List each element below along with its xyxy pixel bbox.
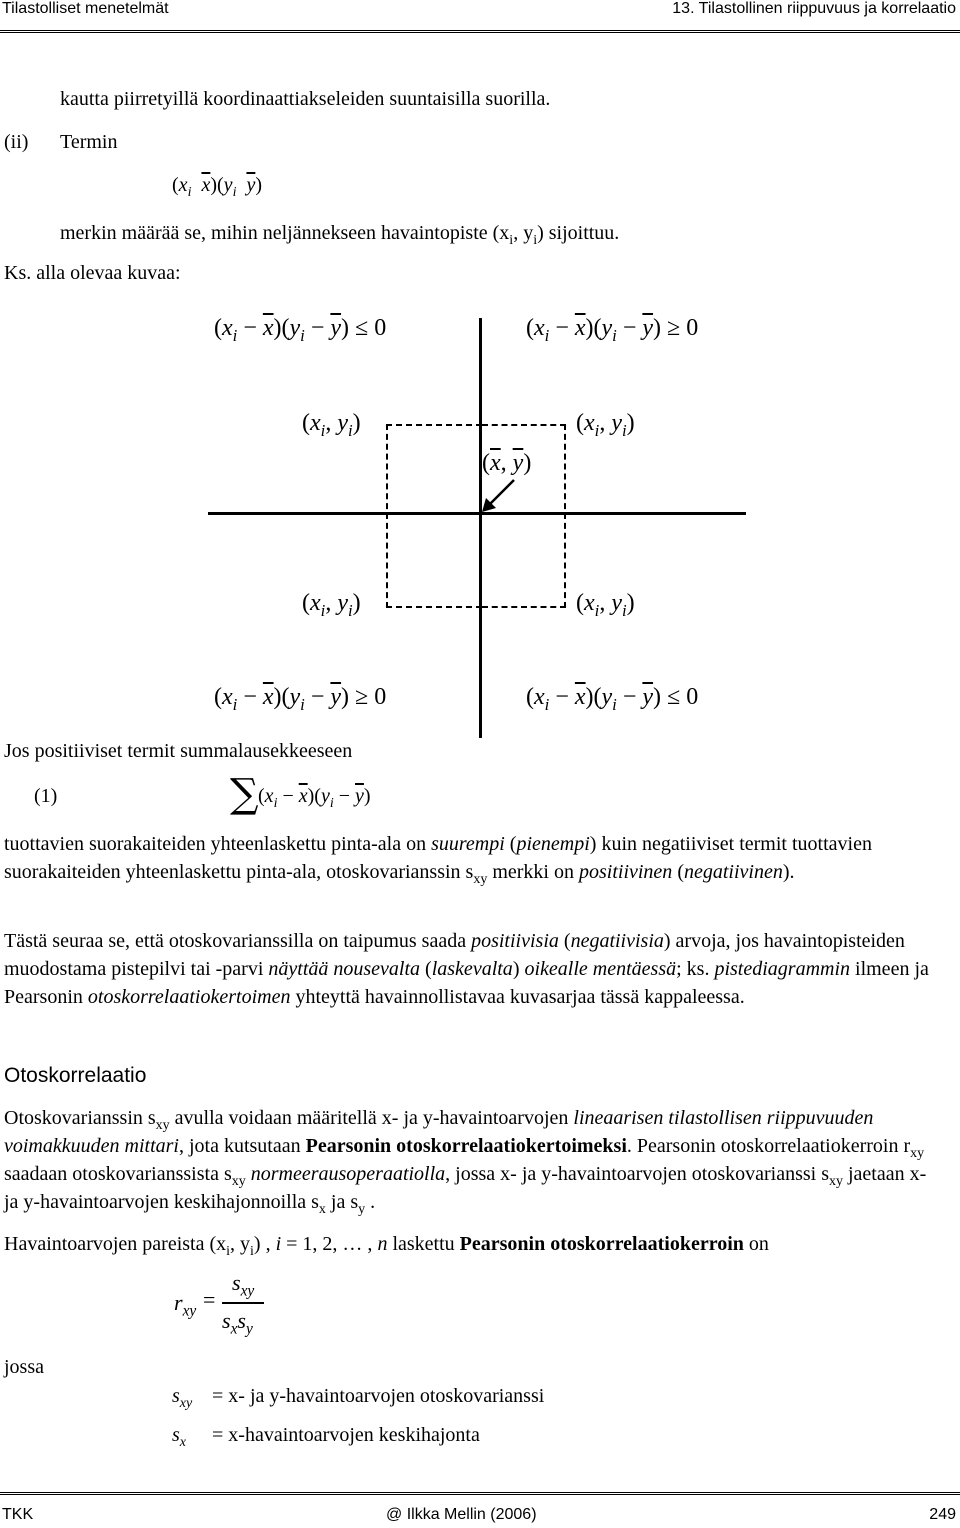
point-label-upper-right: ($x_i$, $y_i$)	[576, 410, 635, 440]
footer-rule	[0, 1492, 960, 1495]
footer-left: TKK	[2, 1506, 34, 1523]
upper-left-inequality: $(x_i - \overline{x})(y_i - \overline{y}) \le 0$	[214, 315, 387, 345]
sum-lead: Jos positiiviset termit summalausekkeeseen	[4, 740, 353, 762]
formula-lhs: $r_{xy}$	[174, 1290, 197, 1320]
point-label-lower-left: ($x_i$, $y_i$)	[302, 590, 361, 620]
header-left: Tilastolliset menetelmät	[2, 0, 169, 17]
footer-center: @ Ilkka Mellin (2006)	[386, 1506, 537, 1523]
point-label-upper-left: ($x_i$, $y_i$)	[302, 410, 361, 440]
center-arrow-icon	[480, 476, 520, 516]
point-label-lower-right: ($x_i$, $y_i$)	[576, 590, 635, 620]
term-formula: ($x_i$ $\overline{x})(y_i$ $\overline{y}$)	[172, 174, 263, 200]
lower-left-inequality: $(x_i - \overline{x})(y_i - \overline{y}) \ge 0$	[214, 684, 387, 714]
def-sx-text: = x-havaintoarvojen keskihajonta	[212, 1424, 480, 1446]
equation-number: (1)	[34, 785, 58, 807]
footer-page-number: 249	[929, 1506, 956, 1523]
def-sx-symbol: $s_x$	[172, 1424, 187, 1450]
jossa-label: jossa	[4, 1356, 44, 1378]
paragraph-4: Havaintoarvojen pareista ($x_i$, $y_i$) , i = 1, 2, … , n laskettu Pearsonin otoskorrelaatiokerroin on	[4, 1233, 769, 1259]
formula-equals: =	[203, 1287, 216, 1312]
formula-denominator: $s_xs_y$	[222, 1308, 253, 1338]
section-title: Otoskorrelaatio	[4, 1064, 147, 1087]
dashed-rect-left	[386, 424, 482, 608]
upper-right-inequality: $(x_i - \overline{x})(y_i - \overline{y}) \ge 0$	[526, 315, 699, 345]
fraction-bar	[222, 1302, 264, 1304]
lower-right-inequality: $(x_i - \overline{x})(y_i - \overline{y}) \le 0$	[526, 684, 699, 714]
header-rule	[0, 30, 960, 33]
sum-term: $(x_i - \overline{x})(y_i - \overline{y})$	[258, 785, 371, 811]
intro-line1: kautta piirretyillä koordinaattiakseleiden suuntaisilla suorilla.	[60, 88, 551, 110]
intro-line3: merkin määrää se, mihin neljännekseen havaintopiste ($x_i$, $y_i$) sijoittuu.	[60, 222, 620, 248]
paragraph-2: Tästä seuraa se, että otoskovarianssilla on taipumus saada positiivisia (negatiivisia) arvoja, jos havaintopisteiden muodostama pistepilvi tai -parvi näyttää nousevalta (laskevalta) oikealle mentäessä; ks. pistediagrammin ilmeen ja Pearsonin otoskorrelaatiokertoimen yhteyttä havainnollistavaa kuvasarjaa tässä kappaleessa.	[4, 930, 929, 1008]
def-sxy-symbol: $s_{xy}$	[172, 1385, 193, 1411]
formula-numerator: $s_{xy}$	[232, 1270, 255, 1300]
def-sxy-text: = x- ja y-havaintoarvojen otoskovarianssi	[212, 1385, 545, 1407]
center-label: ($\overline{x}$, $\overline{y}$)	[482, 450, 532, 476]
paragraph-3: Otoskovarianssin $s_{xy}$ avulla voidaan määritellä x- ja y-havaintoarvojen lineaarisen tilastollisen riippuvuuden voimakkuuden mittari, jota kutsutaan Pearsonin otoskorrelaatiokertoimeksi. Pearsonin otoskorrelaatiokerroin $r_{xy}$ saadaan otoskovarianssista $s_{xy}$ normeerausoperaatiolla, jossa x- ja y-havaintoarvojen otoskovarianssi $s_{xy}$ jaetaan x- ja y-havaintoarvojen keskihajonnoilla $s_x$ ja $s_y$ .	[4, 1107, 927, 1217]
sum-symbol: ∑	[230, 771, 259, 817]
item-number: (ii)	[4, 131, 29, 153]
item-text: Termin	[60, 131, 118, 153]
header-right: 13. Tilastollinen riippuvuus ja korrelaatio	[672, 0, 956, 17]
paragraph-1: tuottavien suorakaiteiden yhteenlaskettu pinta-ala on suurempi (pienempi) kuin negatiiviset termit tuottavien suorakaiteiden yhteenlaskettu pinta-ala, otoskovarianssin $s_{xy}$ merkki on positiivinen (negatiivinen).	[4, 833, 872, 887]
intro-ks: Ks. alla olevaa kuvaa:	[4, 262, 181, 284]
